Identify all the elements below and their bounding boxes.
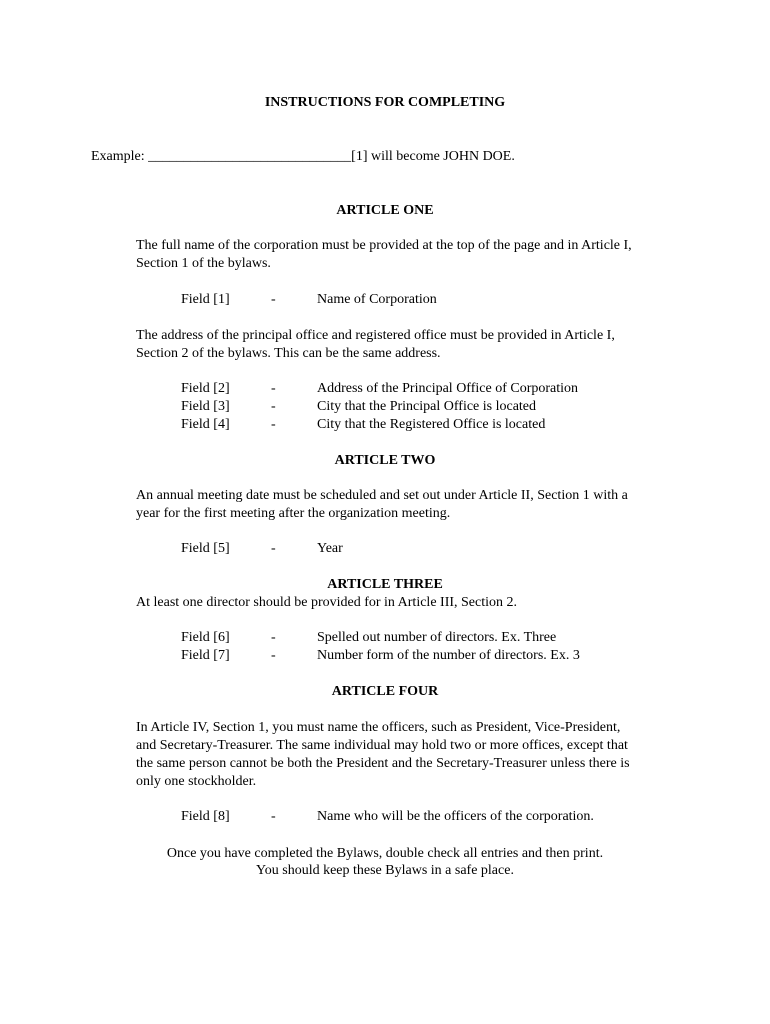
field-description: Spelled out number of directors. Ex. Three bbox=[317, 630, 557, 645]
field-row bbox=[0, 808, 770, 826]
field-row bbox=[0, 291, 770, 309]
article-one-para1-line2: Section 1 of the bylaws. bbox=[136, 256, 271, 271]
article-three-heading: ARTICLE THREE bbox=[327, 577, 443, 592]
field-row bbox=[0, 629, 770, 647]
field-dash: - bbox=[271, 292, 276, 307]
field-description: Name who will be the officers of the corporation. bbox=[317, 809, 594, 824]
article-two-para-line1: An annual meeting date must be scheduled and set out under Article II, Section 1 with a bbox=[136, 488, 628, 503]
closing-line2: You should keep these Bylaws in a safe place. bbox=[256, 863, 514, 878]
field-label: Field [6] bbox=[181, 630, 230, 645]
field-description: City that the Principal Office is located bbox=[317, 399, 537, 414]
field-dash: - bbox=[271, 648, 276, 663]
field-label: Field [5] bbox=[181, 541, 230, 556]
field-description: Number form of the number of directors. Ex. 3 bbox=[317, 648, 580, 663]
field-dash: - bbox=[271, 417, 276, 432]
field-label: Field [3] bbox=[181, 399, 230, 414]
article-three-para-line1: At least one director should be provided for in Article III, Section 2. bbox=[136, 595, 518, 610]
document-title: INSTRUCTIONS FOR COMPLETING bbox=[264, 95, 506, 110]
article-two-heading: ARTICLE TWO bbox=[334, 453, 436, 468]
field-dash: - bbox=[271, 809, 276, 824]
article-four-para-line3: the same person cannot be both the President and the Secretary-Treasurer unless there is bbox=[136, 756, 630, 771]
article-one-para2-line2: Section 2 of the bylaws. This can be the same address. bbox=[136, 346, 441, 361]
article-four-para-line2: and Secretary-Treasurer. The same individual may hold two or more offices, except that bbox=[136, 738, 628, 753]
field-row bbox=[0, 540, 770, 558]
example-line bbox=[91, 148, 515, 166]
field-row bbox=[0, 398, 770, 416]
field-dash: - bbox=[271, 381, 276, 396]
article-four-para-line4: only one stockholder. bbox=[136, 774, 257, 789]
field-description: Address of the Principal Office of Corporation bbox=[317, 381, 579, 396]
article-one-para1-line1: The full name of the corporation must be provided at the top of the page and in Article I, bbox=[136, 238, 632, 253]
example-blank: _____________________________ bbox=[148, 149, 352, 164]
article-one-heading: ARTICLE ONE bbox=[336, 203, 434, 218]
article-two-para-line2: year for the first meeting after the organization meeting. bbox=[136, 506, 451, 521]
field-row bbox=[0, 647, 770, 665]
field-label: Field [1] bbox=[181, 292, 230, 307]
closing-line1: Once you have completed the Bylaws, double check all entries and then print. bbox=[166, 846, 604, 861]
article-four-heading: ARTICLE FOUR bbox=[331, 684, 439, 699]
field-description: Name of Corporation bbox=[317, 292, 437, 307]
field-label: Field [8] bbox=[181, 809, 230, 824]
field-row bbox=[0, 380, 770, 398]
field-dash: - bbox=[271, 399, 276, 414]
field-description: City that the Registered Office is located bbox=[317, 417, 546, 432]
field-row bbox=[0, 416, 770, 434]
field-dash: - bbox=[271, 630, 276, 645]
field-label: Field [2] bbox=[181, 381, 230, 396]
example-suffix: [1] will become JOHN DOE. bbox=[351, 149, 515, 164]
field-label: Field [4] bbox=[181, 417, 230, 432]
field-description: Year bbox=[317, 541, 343, 556]
article-one-para2-line1: The address of the principal office and registered office must be provided in Article I, bbox=[136, 328, 615, 343]
field-dash: - bbox=[271, 541, 276, 556]
field-label: Field [7] bbox=[181, 648, 230, 663]
example-label: Example: bbox=[91, 149, 145, 164]
article-four-para-line1: In Article IV, Section 1, you must name the officers, such as President, Vice-President, bbox=[136, 720, 621, 735]
